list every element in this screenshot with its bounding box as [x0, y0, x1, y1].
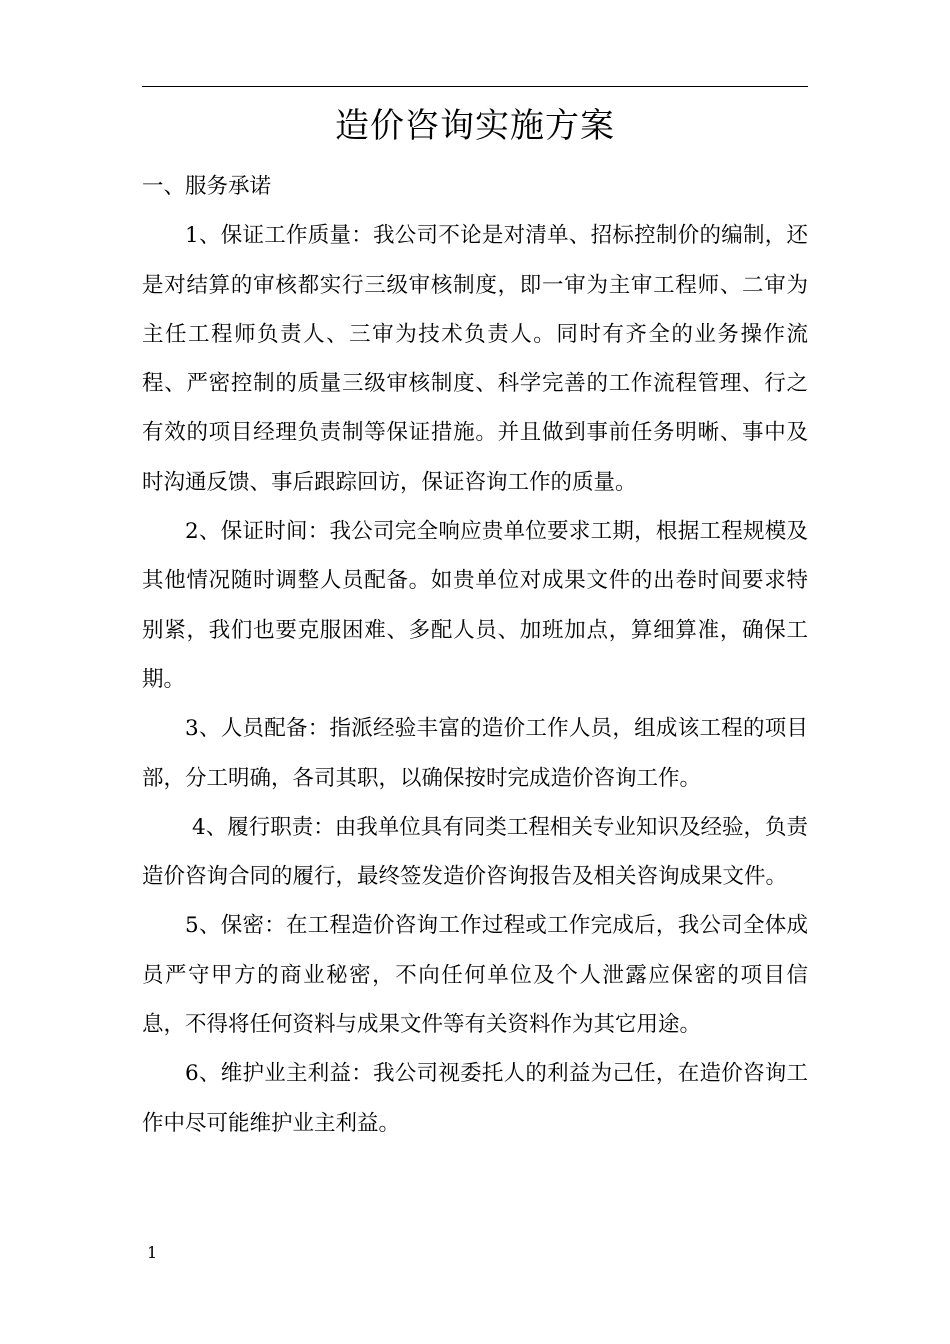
- section-heading: 一、服务承诺: [142, 174, 272, 199]
- page-number: 1: [147, 1243, 158, 1262]
- document-body: [142, 162, 808, 1148]
- paragraph-time: 2、保证时间：我公司完全响应贵单位要求工期，根据工程规模及其他情况随时调整人员配备。如贵单位对成果文件的出卷时间要求特别紧，我们也要克服困难、多配人员、加班加点，算细算准，确保工期。: [142, 519, 808, 692]
- paragraph-duties: 4、履行职责：由我单位具有同类工程相关专业知识及经验，负责造价咨询合同的履行，最终签发造价咨询报告及相关咨询成果文件。: [142, 814, 808, 890]
- paragraph-confidentiality: 5、保密：在工程造价咨询工作过程或工作完成后，我公司全体成员严守甲方的商业秘密，不向任何单位及个人泄露应保密的项目信息，不得将任何资料与成果文件等有关资料作为其它用途。: [142, 913, 808, 1038]
- paragraph-staffing: 3、人员配备：指派经验丰富的造价工作人员，组成该工程的项目部，分工明确，各司其职，以确保按时完成造价咨询工作。: [142, 716, 808, 791]
- paragraph-quality: 1、保证工作质量：我公司不论是对清单、招标控制价的编制，还是对结算的审核都实行三级审核制度，即一审为主审工程师、二审为主任工程师负责人、三审为技术负责人。同时有齐全的业务操作流程、严密控制的质量三级审核制度、科学完善的工作流程管理、行之有效的项目经理负责制等保证措施。并且做到事前任务明晰、事中及时沟通反馈、事后跟踪回访，保证咨询工作的质量。: [142, 223, 808, 495]
- paragraph-owner-interest: 6、维护业主利益：我公司视委托人的利益为己任，在造价咨询工作中尽可能维护业主利益。: [142, 1061, 808, 1136]
- document-title: 造价咨询实施方案: [335, 106, 615, 146]
- header-rule: [142, 86, 808, 87]
